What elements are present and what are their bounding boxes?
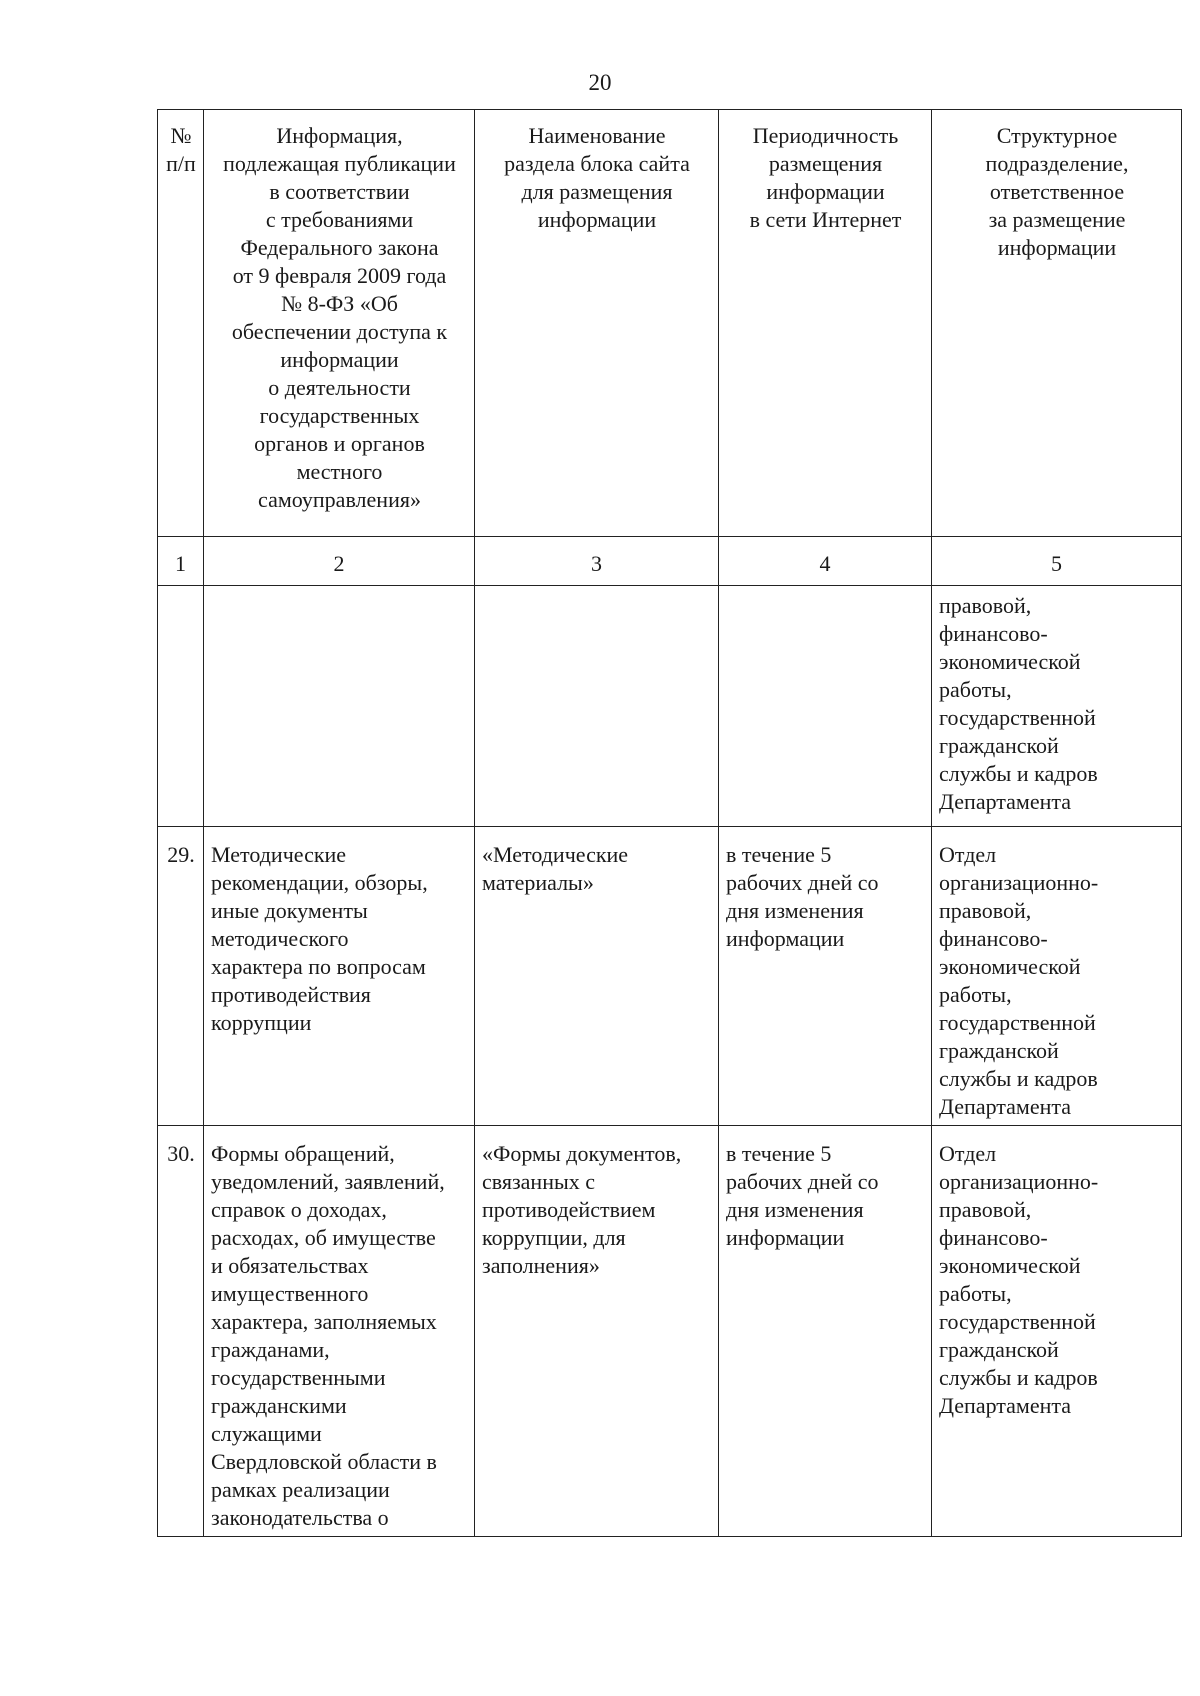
header-section-name: Наименование раздела блока сайта для размещения информации [475, 110, 719, 537]
row-number: 29. [158, 827, 204, 1126]
table-row-continuation [158, 586, 1182, 827]
section-cell: «Методические материалы» [475, 827, 719, 1126]
publication-table [157, 109, 1182, 1537]
table-header-row [158, 110, 1182, 537]
column-numbers-row [158, 537, 1182, 586]
section-cell: «Формы документов, связанных с противодействием коррупции, для заполнения» [475, 1126, 719, 1537]
information-cell: Формы обращений, уведомлений, заявлений, справок о доходах, расходах, об имуществе и обязательствах имущественного характера, заполняемых гражданами, государственными гражданскими служащими Свердловской области в рамках реализации законодательства о [204, 1126, 475, 1537]
department-cell: Отдел организационно- правовой, финансово- экономической работы, государственной гражданской службы и кадров Департамента [932, 827, 1182, 1126]
column-number: 5 [932, 537, 1182, 586]
empty-cell [475, 586, 719, 827]
column-number: 2 [204, 537, 475, 586]
department-cell: Отдел организационно- правовой, финансово- экономической работы, государственной гражданской службы и кадров Департамента [932, 1126, 1182, 1537]
header-number: № п/п [158, 110, 204, 537]
header-periodicity: Периодичность размещения информации в сети Интернет [719, 110, 932, 537]
department-cell: правовой, финансово- экономической работы, государственной гражданской службы и кадров Департамента [932, 586, 1182, 827]
column-number: 4 [719, 537, 932, 586]
empty-cell [158, 586, 204, 827]
periodicity-cell: в течение 5 рабочих дней со дня изменения информации [719, 1126, 932, 1537]
empty-cell [719, 586, 932, 827]
table-row [158, 827, 1182, 1126]
column-number: 1 [158, 537, 204, 586]
information-cell: Методические рекомендации, обзоры, иные документы методического характера по вопросам противодействия коррупции [204, 827, 475, 1126]
periodicity-cell: в течение 5 рабочих дней со дня изменения информации [719, 827, 932, 1126]
header-department: Структурное подразделение, ответственное за размещение информации [932, 110, 1182, 537]
table-row [158, 1126, 1182, 1537]
header-information: Информация, подлежащая публикации в соответствии с требованиями Федерального закона от 9 февраля 2009 года № 8-ФЗ «Об обеспечении доступа к информации о деятельности государственных органов и органов местного самоуправления» [204, 110, 475, 537]
page-number: 20 [588, 70, 612, 95]
empty-cell [204, 586, 475, 827]
row-number: 30. [158, 1126, 204, 1537]
column-number: 3 [475, 537, 719, 586]
